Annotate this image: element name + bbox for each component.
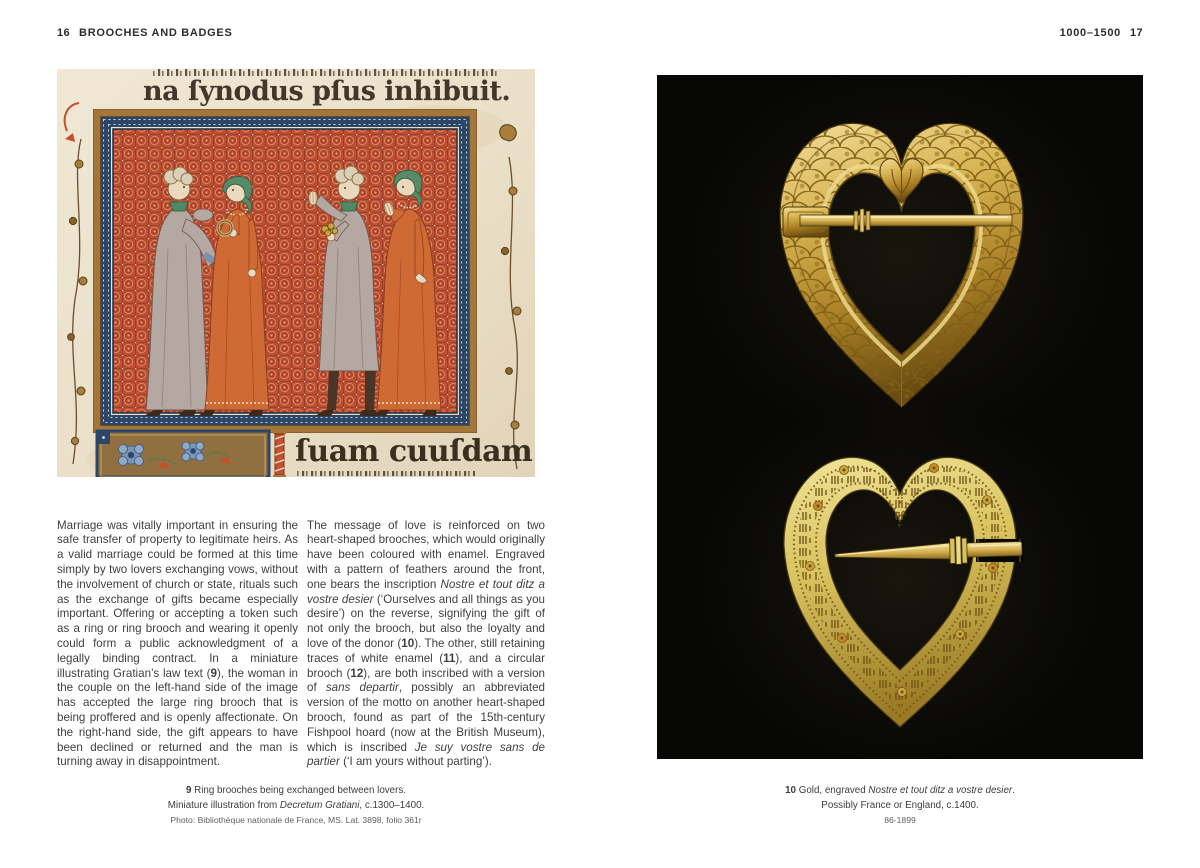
caption-credit: Photo: Bibliothèque nationale de France, MS. Lat. 3898, folio 361r — [170, 815, 422, 826]
date-range: 1000–1500 — [1059, 27, 1121, 39]
gothic-text-bottom: ſuam cuuſdam — [295, 434, 533, 469]
body-text-column-2: The message of love is reinforced on two heart-shaped brooches, which would originally have been coloured with enamel. Engraved with a pattern of feathers around the front, one bears the inscription Nostre et tout ditz a vostre desier (‘Ourselves and all things as you desire’) on the reverse, signifying the gift of not only the brooch, but also the loyalty and love of the donor (10). The other, still retaining traces of white enamel (11), and a circular brooch (12), are both inscribed with a version of sans departir, possibly an abbreviated version of the motto on another heart-shaped brooch, found as part of the 15th-century Fishpool hoard (now at the British Museum), which is inscribed Je suy vostre sans de partier (‘I am yours without parting’). — [307, 518, 546, 769]
running-head-right — [1060, 27, 1143, 39]
page-number-left: 16 — [57, 27, 71, 39]
cropped-gothic-line — [153, 69, 497, 76]
illuminated-ornament-block — [97, 431, 269, 477]
red-white-bar — [273, 431, 286, 477]
body-text-column-1: Marriage was vitally important in ensuring the safe transfer of property to legitimate heirs. As a valid marriage could be formed at this time simply by two lovers exchanging vows, without the involvement of church or state, rituals such as the exchange of gifts became especially important. Offering or accepting a token such as a ring or ring brooch and wearing it openly could form a public acknowledgment of a legally binding contract. In a miniature illustrating Gratian’s law text (9), the woman in the couple on the left-hand side of the image has accepted the large ring brooch that is being proffered and is openly affectionate. On the right-hand side, the gift appears to have been declined or returned and the man is turning away in disappointment. — [57, 518, 298, 769]
brooch-photo — [657, 75, 1143, 759]
caption-line-2: Miniature illustration from Decretum Gratiani, c.1300–1400. — [167, 799, 425, 811]
chapter-title: BROOCHES AND BADGES — [79, 27, 233, 39]
manuscript-miniature-image — [57, 69, 535, 477]
caption-accession-number: 86-1899 — [884, 815, 916, 826]
caption-line-1: 9 Ring brooches being exchanged between lovers. — [185, 785, 407, 796]
manuscript-svg — [57, 69, 535, 477]
cropped-gothic-line-bottom — [297, 471, 475, 477]
caption-line-1: 10 Gold, engraved Nostre et tout ditz a vostre desier. — [785, 785, 1015, 796]
caption-figure-9 — [57, 784, 535, 828]
page-number-right: 17 — [1129, 27, 1143, 39]
running-head-left — [57, 27, 233, 39]
gothic-text-top: na ſynodus pſus inhibuit. — [143, 76, 511, 107]
caption-line-2: Possibly France or England, c.1400. — [821, 799, 979, 811]
brooch-svg — [657, 75, 1143, 759]
caption-figure-10 — [657, 784, 1143, 828]
